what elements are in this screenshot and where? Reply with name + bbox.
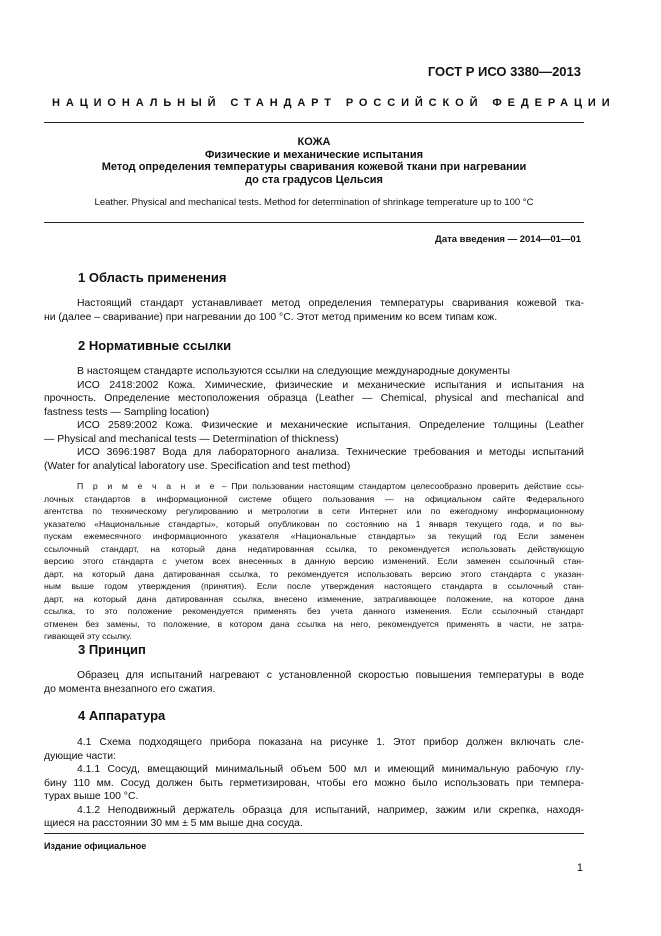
text-line: турах выше 100 °С.	[44, 791, 139, 802]
section-3-text	[44, 669, 584, 696]
note-line: агентства по техническому регулированию и метрологии в сети Интернет или по ежегодному информационному	[44, 506, 584, 516]
note-line: П р и м е ч а н и е – При пользовании настоящим стандартом целесообразно проверить действие ссы-	[77, 481, 584, 491]
note-line: отменен без замены, то положение, в котором дана ссылка на него, рекомендуется применять в части, не затра-	[44, 618, 584, 629]
title-line: КОЖА	[297, 136, 331, 148]
title-line: до ста градусов Цельсия	[245, 173, 383, 186]
note-line: ссылка, то это положение рекомендуется применять без учета данного изменения. Если ссылочный стандарт	[44, 606, 584, 616]
text-line: щиеся на расстоянии 30 мм ± 5 мм выше дна сосуда.	[44, 818, 303, 829]
note-line: гивающей эту ссылку.	[44, 631, 132, 641]
text-line: ИСО 2589:2002 Кожа. Физические и механические испытания. Определение толщины (Leather	[77, 420, 584, 431]
note-label: П р и м е ч а н и е	[77, 481, 217, 491]
note-line: ным выше годом утверждения (принятия). Если после утверждения настоящего стандарта в ссылочный стан-	[44, 581, 584, 591]
note-line: лочных стандартов в информационной системе общего пользования — на официальном сайте Федерального	[44, 493, 584, 504]
section-heading: 3 Принцип	[78, 642, 146, 657]
text-line: ИСО 2418:2002 Кожа. Химические, физические и механические испытания и испытания на	[77, 379, 584, 391]
text-line: fastness tests — Sampling location)	[44, 406, 210, 418]
section-heading: 4 Аппаратура	[78, 708, 166, 723]
text-line: Образец для испытаний нагревают с установленной скоростью повышения температуры в воде	[77, 670, 584, 681]
text-line: ИСО 3696:1987 Вода для лабораторного анализа. Технические требования и методы испытаний	[77, 447, 584, 458]
standard-number: ГОСТ Р ИСО 3380—2013	[427, 64, 581, 79]
title-rule	[44, 222, 584, 223]
text-line: В настоящем стандарте используются ссылки на следующие международные документы	[77, 366, 510, 377]
note-line: дарт, на который дана датированная ссылка, внесено изменение, затрагивающее положение, на которое дана	[44, 593, 584, 604]
text-line: ни (далее – сваривание) при нагревании до 100 °С. Этот метод применим ко всем типам кож.	[44, 311, 498, 323]
text-line: прочность. Определение местоположения образца (Leather — Chemical, physical and mechanical and	[44, 393, 584, 404]
footer-rule	[44, 833, 584, 834]
text-line: до момента внезапного его сжатия.	[44, 683, 216, 695]
title-line: Физические и механические испытания	[204, 148, 424, 161]
text-line: бину 110 мм. Сосуд должен быть герметизирован, чтобы его можно было использовать при темпера-	[44, 777, 584, 789]
note-line: дарт, на который дана датированная ссылка, то рекомендуется использовать версию этого стандарта с указан-	[44, 568, 584, 579]
note-block	[44, 480, 584, 643]
text-line: 4.1.2 Неподвижный держатель образца для испытаний, например, зажим или скрепка, находя-	[77, 804, 584, 816]
section-heading: 1 Область применения	[78, 270, 227, 285]
text-line: 4.1 Схема подходящего прибора показана на рисунке 1. Этот прибор должен включать сле-	[77, 737, 584, 748]
text-line: (Water for analytical laboratory use. Specification and test method)	[44, 460, 351, 472]
text-line: 4.1.1 Сосуд, вмещающий минимальный объем 500 мл и имеющий минимальную рабочую глу-	[77, 764, 584, 775]
text-line: Настоящий стандарт устанавливает метод определения температуры сваривания кожевой тка-	[77, 298, 584, 309]
english-title: Leather. Physical and mechanical tests. Method for determination of shrinkage temperature up to 100 °C	[94, 197, 534, 208]
national-standard-banner: НАЦИОНАЛЬНЫЙ СТАНДАРТ РОССИЙСКОЙ ФЕДЕРАЦИИ	[52, 97, 616, 109]
note-line: указателю «Национальные стандарты», который опубликован по состоянию на 1 января текущего года, и по вы-	[44, 518, 584, 529]
page-number: 1	[576, 862, 583, 874]
note-line: версию этого стандарта с учетом всех внесенных в данную версию изменений. Если заменен ссылочный стан-	[44, 556, 584, 566]
section-heading: 2 Нормативные ссылки	[78, 338, 232, 353]
document-title	[44, 136, 584, 186]
title-line: Метод определения температуры сваривания кожевой ткани при нагревании	[101, 161, 527, 173]
header-rule	[44, 122, 584, 123]
note-line: ссылочный стандарт, на который дана недатированная ссылка, то рекомендуется использовать действующую	[44, 543, 584, 554]
introduction-date: Дата введения — 2014—01—01	[435, 234, 581, 245]
note-line: пускам ежемесячного информационного указателя «Национальные стандарты» за текущий год Если заменен	[44, 531, 584, 541]
official-edition-label: Издание официальное	[44, 841, 147, 851]
text-line: дующие части:	[44, 750, 116, 762]
section-2-text	[44, 365, 584, 473]
section-1-text	[44, 297, 584, 324]
text-line: — Physical and mechanical tests — Determination of thickness)	[44, 433, 339, 445]
section-4-text	[44, 736, 584, 831]
